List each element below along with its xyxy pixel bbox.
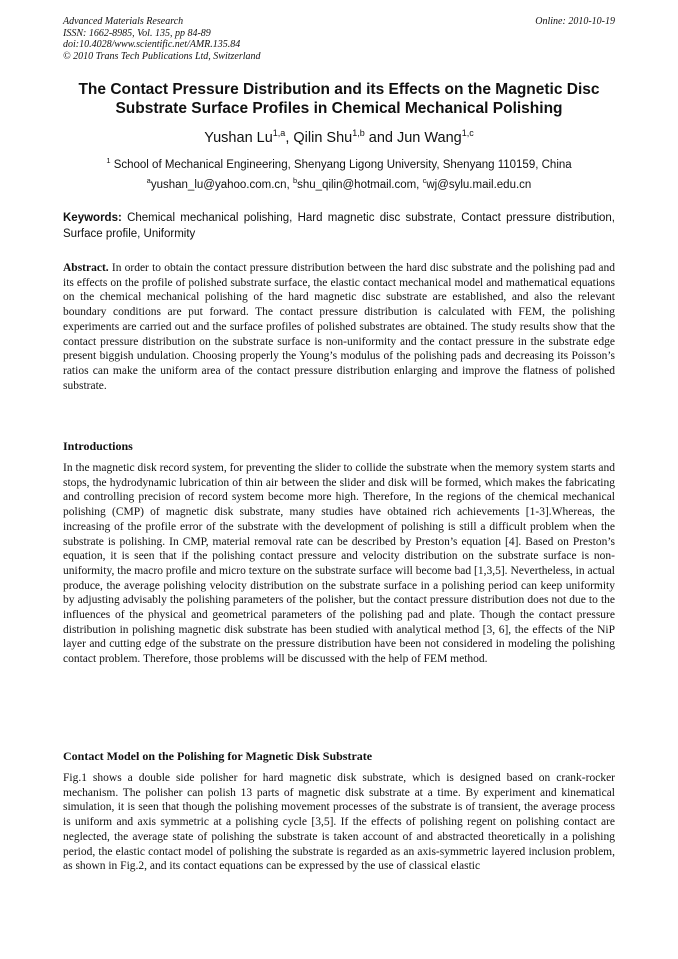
email-superscript: a [146, 176, 151, 185]
author-list [63, 128, 615, 146]
introductions-paragraph: In the magnetic disk record system, for preventing the slider to collide the substrate when the memory system starts and stops, the hydrodynamic lubrication of thin air between the slider and disk will be formed, which makes the fabricating and controlling precision of record system become more high. Therefore, In the regions of the chemical mechanical polishing (CMP) of magnetic disk substrate, many studies have obtained rich achievements [1-3].Whereas, the increasing of the profile error of the substrate with the development of polishing is still a difficult problem when the substrate is polishing. In CMP, material removal rate can be described by Preston’s equation [4]. Based on Preston’s equation, it is seen that if the polishing contact pressure and velocity distribution on the substrate surface is non-uniformity, the macro profile and micro texture on the substrate surface will become bad [1,3,5]. Nevertheless, in actual produce, the average polishing velocity distribution on the substrate surface in a polishing period can keep uniformity by adjusting advisably the polishing parameters of the polisher, but the contact pressure distribution does not due to the influences of the physical and geometrical parameters of the polishing pad and plate. Though the contact pressure distribution in polishing magnetic disk substrate has been studied with analytical method [3, 6], the effects of the NiP layer and cutting edge of the substrate on the pressure distribution have been not considered in modeling the polishing contact problem. Therefore, those problems will be discussed with the help of FEM method. [63, 462, 615, 666]
keywords-text: Chemical mechanical polishing, Hard magnetic disc substrate, Contact pressure distribution, Surface profile, Uniformity [63, 212, 615, 240]
abstract-text: In order to obtain the contact pressure distribution between the hard disc substrate and the polishing pad and its effects on the profile of polished substrate surface, the elastic contact mechanical model and mathematical equations on the chemical mechanical polishing of the hard magnetic disc substrate are established, and also the relevant boundary conditions are put forward. The contact pressure distribution is calculated with FEM, the polishing experiments are carried out and the surface profiles of polished substrates are obtained. The study results show that the contact pressure distribution on the substrate surface is non-uniformity and the contact pressure in the substrate edge present biggish undulation. Choosing properly the Young’s modulus of the polishing pads and decreasing its Poisson’s ratios can make the uniform area of the contact pressure distribution enlarging and improve the flatness of polished substrate. [63, 262, 615, 392]
affiliation-superscript: 1 [106, 156, 111, 165]
email-superscript: b [292, 176, 298, 185]
copyright-line: © 2010 Trans Tech Publications Ltd, Switzerland [63, 50, 261, 62]
doi-line[interactable]: doi:10.4028/www.scientific.net/AMR.135.84 [63, 39, 241, 50]
email-link[interactable]: wj@sylu.mail.edu.cn [426, 178, 532, 191]
abstract-label: Abstract. [63, 262, 109, 274]
paper-title: The Contact Pressure Distribution and its Effects on the Magnetic Disc Substrate Surface Profiles in Chemical Mechanical Polishing [78, 81, 600, 117]
section-heading-introductions: Introductions [63, 439, 133, 453]
keywords [63, 211, 615, 242]
section-heading-contact-model: Contact Model on the Polishing for Magnetic Disk Substrate [63, 749, 373, 763]
journal-name: Advanced Materials Research [63, 16, 184, 27]
author-superscript: 1,c [461, 128, 474, 138]
contact-model-paragraph: Fig.1 shows a double side polisher for hard magnetic disk substrate, which is designed based on crank-rocker mechanism. The polisher can polish 13 parts of magnetic disk substrate at a time. By experiment and kinematical simulation, it is seen that though the polishing movement processes of the substrate is of transient, the average process is uniform and axis symmetric at a polishing cycle [3,5]. If the effects of polishing regent on polishing contact are neglected, the average state of polishing the substrate is taken account of and abstracted theoretically in a polishing period, the elastic contact model of polishing the substrate is regarded as an axis-symmetric layered inclusion problem, as shown in Fig.2, and its contact equations can be expressed by the use of classical elastic [63, 772, 615, 873]
author-separator: , [285, 129, 294, 146]
keywords-label: Keywords: [63, 212, 122, 224]
author-name: Qilin Shu [293, 129, 353, 146]
email-list [63, 176, 615, 191]
email-separator: , [416, 178, 423, 191]
journal-header [63, 16, 615, 62]
issn-line: ISSN: 1662-8985, Vol. 135, pp 84-89 [63, 27, 211, 39]
email-link[interactable]: shu_qilin@hotmail.com [297, 178, 417, 191]
email-separator: , [286, 178, 293, 191]
author-superscript: 1,a [272, 128, 286, 138]
affiliation [63, 156, 615, 171]
affiliation-text: School of Mechanical Engineering, Shenyang Ligong University, Shenyang 110159, China [113, 158, 572, 171]
author-superscript: 1,b [352, 128, 365, 138]
email-superscript: c [422, 176, 427, 185]
author-name: Jun Wang [396, 129, 462, 146]
online-date: Online: 2010-10-19 [535, 16, 615, 27]
email-link[interactable]: yushan_lu@yahoo.com.cn [150, 178, 287, 191]
author-name: Yushan Lu [204, 129, 273, 146]
author-separator: and [364, 129, 397, 146]
abstract [63, 261, 615, 393]
